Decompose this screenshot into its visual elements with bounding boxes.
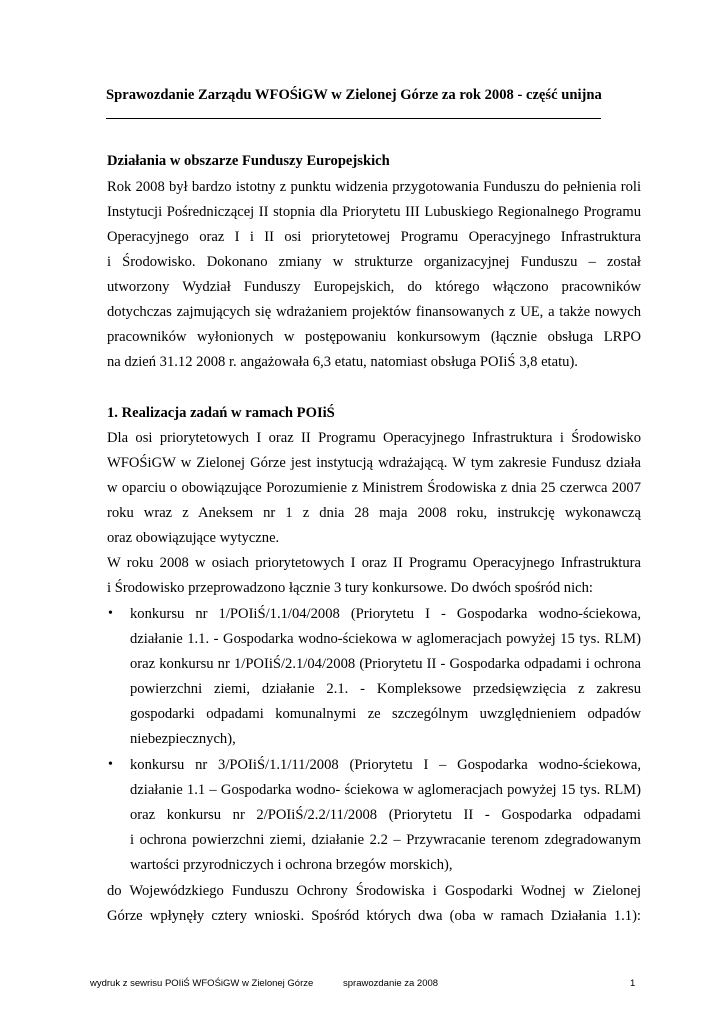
intro-line: na dzień 31.12 2008 r. angażowała 6,3 etatu, natomiast obsługa POIiŚ 3,8 etatu).: [107, 354, 578, 370]
bullet-line: działanie 1.1 – Gospodarka wodno- ściekowa w aglomeracjach powyżej 15 tys. RLM): [130, 782, 641, 798]
footer-source: wydruk z sewrisu POIiŚ WFOŚiGW w Zielonej Górze: [90, 978, 314, 989]
bullet-line: konkursu nr 3/POIiŚ/1.1/11/2008 (Priorytetu I – Gospodarka wodno-ściekowa,: [130, 757, 641, 773]
title-underline: [106, 118, 601, 119]
document-title: Sprawozdanie Zarządu WFOŚiGW w Zielonej Górze za rok 2008 - część unijna: [106, 87, 602, 103]
intro-line: Rok 2008 był bardzo istotny z punktu widzenia przygotowania Funduszu do pełnienia roli: [107, 179, 641, 195]
intro-line: pracowników wyłonionych w postępowaniu konkursowym (łącznie obsługa LRPO: [107, 329, 641, 345]
bullet-marker: •: [108, 606, 113, 621]
bullet-line: oraz konkursu nr 2/POIiŚ/2.2/11/2008 (Priorytetu II - Gospodarka odpadami: [130, 807, 641, 823]
paragraph-line: WFOŚiGW w Zielonej Górze jest instytucją wdrażającą. W tym zakresie Fundusz działa: [107, 455, 641, 471]
bullet-line: wartości przyrodniczych i ochrona brzegów morskich),: [130, 857, 453, 873]
bullet-line: oraz konkursu nr 1/POIiŚ/2.1/04/2008 (Priorytetu II - Gospodarka odpadami i ochrona: [130, 656, 641, 672]
paragraph-line: Górze wpłynęły cztery wnioski. Spośród których dwa (oba w ramach Działania 1.1):: [107, 908, 641, 924]
paragraph-line: roku wraz z Aneksem nr 1 z dnia 28 maja 2008 roku, instrukcję wykonawczą: [107, 505, 641, 521]
paragraph-line: W roku 2008 w osiach priorytetowych I oraz II Programu Operacyjnego Infrastruktura: [107, 555, 641, 571]
paragraph-line: do Wojewódzkiego Funduszu Ochrony Środowiska i Gospodarki Wodnej w Zielonej: [107, 883, 641, 899]
footer-report-name: sprawozdanie za 2008: [343, 978, 439, 989]
bullet-line: niebezpiecznych),: [130, 731, 236, 747]
intro-line: dotychczas zajmujących się wdrażaniem projektów finansowanych z UE, a także nowych: [107, 304, 641, 320]
intro-line: utworzony Wydział Funduszy Europejskich, do którego włączono pracowników: [107, 279, 641, 295]
bullet-marker: •: [108, 757, 113, 772]
subsection-heading: 1. Realizacja zadań w ramach POIiŚ: [107, 405, 335, 421]
paragraph-line: i Środowisko przeprowadzono łącznie 3 tury konkursowe. Do dwóch spośród nich:: [107, 580, 593, 596]
intro-line: i Środowisko. Dokonano zmiany w strukturze organizacyjnej Funduszu – został: [107, 254, 641, 270]
intro-line: Instytucji Pośredniczącej II stopnia dla Priorytetu III Lubuskiego Regionalnego Programu: [107, 204, 641, 220]
bullet-line: działanie 1.1. - Gospodarka wodno-ściekowa w aglomeracjach powyżej 15 tys. RLM): [130, 631, 641, 647]
bullet-line: powierzchni ziemi, działanie 2.1. - Kompleksowe przedsięwzięcia z zakresu: [130, 681, 641, 697]
paragraph-line: Dla osi priorytetowych I oraz II Programu Operacyjnego Infrastruktura i Środowisko: [107, 430, 641, 446]
bullet-line: i ochrona powierzchni ziemi, działanie 2.2 – Przywracanie terenom zdegradowanym: [130, 832, 641, 848]
footer-page-number: 1: [630, 978, 636, 989]
paragraph-line: oraz obowiązujące wytyczne.: [107, 530, 280, 546]
paragraph-line: w oparciu o obowiązujące Porozumienie z Ministrem Środowiska z dnia 25 czerwca 2007: [107, 480, 641, 496]
intro-line: Operacyjnego oraz I i II osi priorytetowej Programu Operacyjnego Infrastruktura: [107, 229, 641, 245]
section-heading: Działania w obszarze Funduszy Europejskich: [107, 153, 390, 169]
bullet-line: gospodarki odpadami komunalnymi ze szczególnym uwzględnieniem odpadów: [130, 706, 641, 722]
bullet-line: konkursu nr 1/POIiŚ/1.1/04/2008 (Priorytetu I - Gospodarka wodno-ściekowa,: [130, 606, 641, 622]
